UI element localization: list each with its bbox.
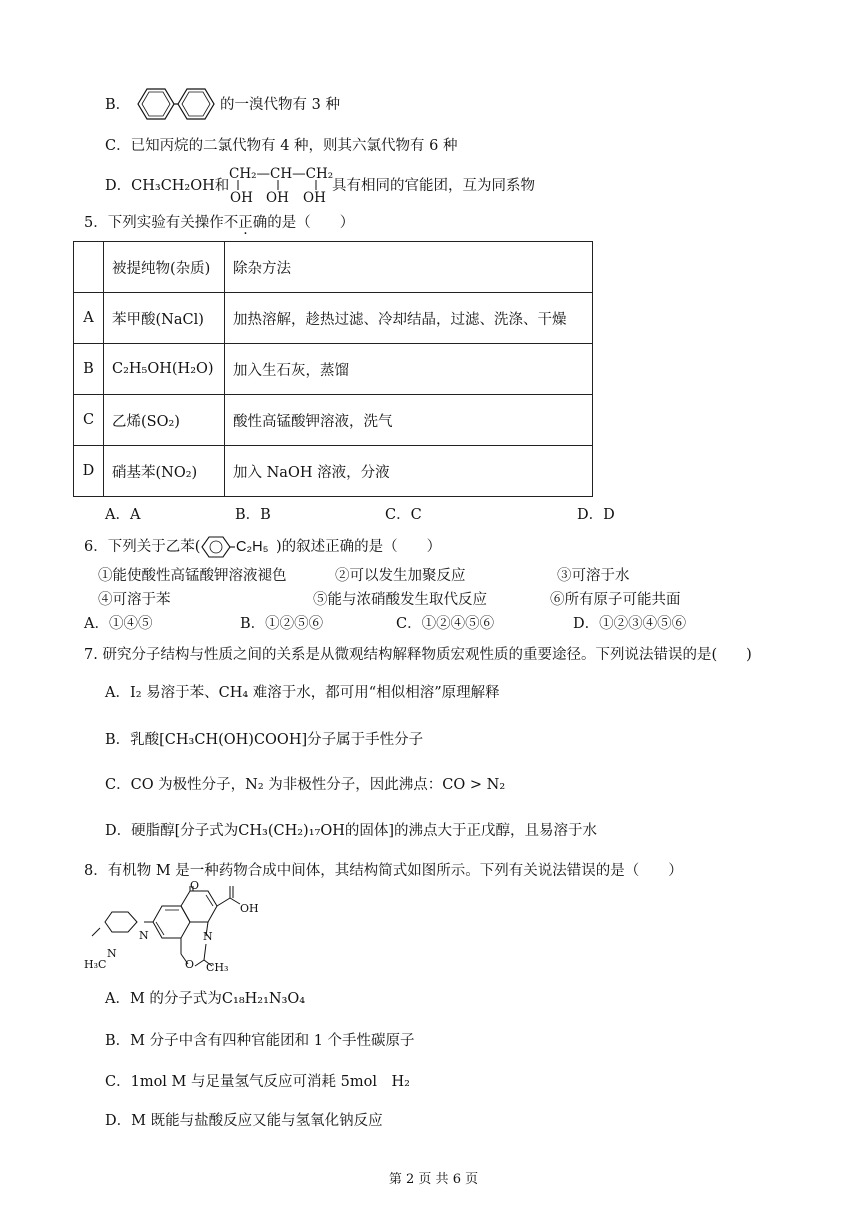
q5-choice-b: B．B xyxy=(235,507,271,523)
row-item: C₂H₅OH(H₂O) xyxy=(104,344,225,395)
glycerol-oh-3: OH xyxy=(303,190,326,206)
q6-choice-b: B．①②⑤⑥ xyxy=(240,616,324,632)
q4-option-b-label: B． xyxy=(105,97,131,113)
q8-option-c: C．1mol M 与足量氢气反应可消耗 5mol H₂ xyxy=(105,1074,410,1090)
row-item: 苯甲酸(NaCl) xyxy=(104,293,225,344)
q7-stem: 7. 研究分子结构与性质之间的关系是从微观结构解释物质宏观性质的重要途径。下列说法错误的是( ) xyxy=(84,647,752,663)
row-key: B xyxy=(74,344,104,395)
q5-stem-pre: 5．下列实验有关操作 xyxy=(84,215,224,231)
q5-dotted-text: 不正确 xyxy=(223,215,268,231)
struct-o-top: O xyxy=(190,879,200,892)
row-key: C xyxy=(74,395,104,446)
row-method: 加入生石灰，蒸馏 xyxy=(225,344,593,395)
q6-item-3: ③可溶于水 xyxy=(557,568,630,584)
row-key: D xyxy=(74,446,104,497)
q6-choice-a: A．①④⑤ xyxy=(84,616,153,632)
row-item: 硝基苯(NO₂) xyxy=(104,446,225,497)
q5-choice-d: D．D xyxy=(577,507,615,523)
row-method: 加入 NaOH 溶液，分液 xyxy=(225,446,593,497)
glycerol-oh-1: OH xyxy=(230,190,253,206)
q6-item-1: ①能使酸性高锰酸钾溶液褪色 xyxy=(98,568,287,584)
q6-stem-pre: 6．下列关于乙苯( xyxy=(84,539,201,555)
q7-option-b: B．乳酸[CH₃CH(OH)COOH]分子属于手性分子 xyxy=(105,732,424,748)
q8-option-b: B．M 分子中含有四种官能团和 1 个手性碳原子 xyxy=(105,1033,415,1049)
q5-table xyxy=(73,241,593,497)
q7-option-c: C．CO 为极性分子，N₂ 为非极性分子，因此沸点：CO > N₂ xyxy=(105,777,506,793)
q4-option-c xyxy=(105,136,458,156)
table-header-row xyxy=(74,242,593,293)
struct-n-ring: N xyxy=(203,930,213,943)
q7-option-a: A．I₂ 易溶于苯、CH₄ 难溶于水，都可用“相似相溶”原理解释 xyxy=(105,685,500,701)
q6-choice-d: D．①②③④⑤⑥ xyxy=(573,616,687,632)
table-header-cell: 除杂方法 xyxy=(225,242,593,293)
q4-option-d-label: D． xyxy=(105,178,132,194)
page-footer: 第 2 页 共 6 页 xyxy=(388,1172,479,1187)
q5-stem xyxy=(84,213,354,233)
q5-choice-a: A．A xyxy=(105,507,141,523)
ethylbenzene-ring xyxy=(199,535,233,559)
row-method: 酸性高锰酸钾溶液，洗气 xyxy=(225,395,593,446)
q6-item-5: ⑤能与浓硝酸发生取代反应 xyxy=(313,592,487,608)
q6-choice-c: C．①②④⑤⑥ xyxy=(396,616,495,632)
row-item: 乙烯(SO₂) xyxy=(104,395,225,446)
struct-h3c: H₃C xyxy=(84,958,107,971)
q8-option-a: A．M 的分子式为C₁₈H₂₁N₃O₄ xyxy=(105,991,306,1007)
table-header-cell xyxy=(74,242,104,293)
q7-option-d: D．硬脂醇[分子式为CH₃(CH₂)₁₇OH的固体]的沸点大于正戊醇，且易溶于水 xyxy=(105,823,598,839)
q5-stem-emphasis xyxy=(224,215,268,231)
q8-option-d: D．M 既能与盐酸反应又能与氢氧化钠反应 xyxy=(105,1113,383,1129)
struct-n-left: N xyxy=(139,929,149,942)
row-key: A xyxy=(74,293,104,344)
table-row xyxy=(74,344,593,395)
q4-option-d-ethanol: CH₃CH₂OH和 xyxy=(131,178,230,194)
struct-o-ring: O xyxy=(185,958,195,971)
row-method: 加热溶解，趁热过滤、冷却结晶，过滤、洗涤、干燥 xyxy=(225,293,593,344)
q8-stem: 8．有机物 M 是一种药物合成中间体，其结构简式如图所示。下列有关说法错误的是（ ） xyxy=(84,863,683,879)
q6-stem-post: )的叙述正确的是（ ） xyxy=(276,539,442,555)
q4-option-c-label: C． xyxy=(105,138,131,154)
struct-ch3: CH₃ xyxy=(206,961,229,974)
q6-item-4: ④可溶于苯 xyxy=(98,592,171,608)
q4-option-b-text: 的一溴代物有 3 种 xyxy=(220,97,340,113)
struct-n-pip: N xyxy=(107,947,117,960)
q4-option-d-text: 具有相同的官能团，互为同系物 xyxy=(332,178,535,194)
glycerol-top: CH₂—CH—CH₂ xyxy=(229,166,334,182)
table-row xyxy=(74,293,593,344)
table-row xyxy=(74,446,593,497)
q4-option-d xyxy=(105,176,229,196)
q5-choice-c: C．C xyxy=(385,507,422,523)
glycerol-oh-2: OH xyxy=(266,190,289,206)
q4-option-c-text: 已知丙烷的二氯代物有 4 种，则其六氯代物有 6 种 xyxy=(130,138,458,154)
table-header-cell: 被提纯物(杂质) xyxy=(104,242,225,293)
q6-item-2: ②可以发生加聚反应 xyxy=(335,568,466,584)
struct-oh: OH xyxy=(240,902,259,915)
q5-stem-post: 的是（ ） xyxy=(267,215,355,231)
q6-item-6: ⑥所有原子可能共面 xyxy=(550,592,681,608)
ethyl-group: C₂H₅ xyxy=(236,539,269,555)
table-row xyxy=(74,395,593,446)
q4-option-b xyxy=(105,95,130,115)
biphenyl-structure xyxy=(128,87,223,121)
